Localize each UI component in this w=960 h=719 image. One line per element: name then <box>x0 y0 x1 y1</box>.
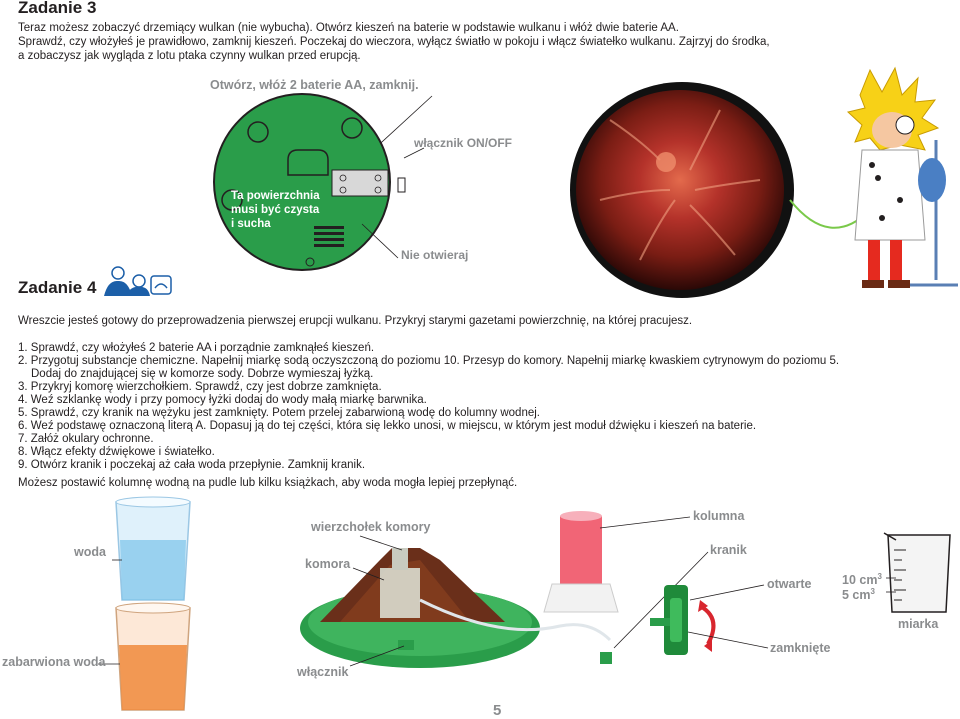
step-2: 2. Przygotuj substancje chemiczne. Napełnij miarkę sodą oczyszczoną do poziomu 10. Przesyp do komory. Napełnij miarkę kwaskiem cytrynowym do poziomu 5. <box>18 355 840 367</box>
step-9: 9. Otwórz kranik i poczekaj aż cała woda przepłynie. Zamknij kranik. <box>18 459 366 471</box>
zadanie-3-line-1: Teraz możesz zobaczyć drzemiący wulkan (nie wybucha). Otwórz kieszeń na baterie w podstawie wulkanu i włóż dwie baterie AA. <box>18 22 679 34</box>
step-1: 1. Sprawdź, czy włożyłeś 2 baterie AA i porządnie zamknąłeś kieszeń. <box>18 342 375 354</box>
do-not-open-label: Nie otwieraj <box>401 248 469 262</box>
zadanie-3-line-3: a zobaczysz jak wygląda z lotu ptaka czynny wulkan przed erupcją. <box>18 50 361 62</box>
closed-label: zamknięte <box>770 641 831 655</box>
water-label: woda <box>74 545 106 559</box>
zadanie-3-line-2: Sprawdź, czy włożyłeś je prawidłowo, zamknij kieszeń. Poczekaj do wieczora, wyłącz światło w pokoju i włącz światełko wulkanu. Zajrzyj do środka, <box>18 36 770 48</box>
switch-on-off-label: włącznik ON/OFF <box>414 136 513 150</box>
step-7: 7. Załóż okulary ochronne. <box>18 433 154 445</box>
surface-note-line-3: i sucha <box>231 218 271 230</box>
colored-water-label: zabarwiona woda <box>2 655 106 669</box>
measure-5-sup: 3 <box>870 587 875 596</box>
step-8: 8. Włącz efekty dźwiękowe i światełko. <box>18 446 215 458</box>
step-6: 6. Weź podstawę oznaczoną literą A. Dopasuj ją do tej części, która się lekko unosi, w miejscu, w którym jest moduł dźwięku i kieszeń na baterie. <box>18 420 757 432</box>
zadanie-3-title: Zadanie 3 <box>18 0 97 17</box>
step-3: 3. Przykryj komorę wierzchołkiem. Sprawdź, czy jest dobrze zamknięta. <box>18 381 382 393</box>
step-5: 5. Sprawdź, czy kranik na wężyku jest zamknięty. Potem przelej zabarwioną wodę do kolumny wodnej. <box>18 407 540 419</box>
measure-10-text: 10 cm <box>842 573 878 588</box>
surface-note-line-2: musi być czysta <box>231 204 320 216</box>
battery-instruction-label: Otwórz, włóż 2 baterie AA, zamknij. <box>210 78 419 92</box>
measure-10-sup: 3 <box>877 572 882 581</box>
surface-note-line-1: Ta powierzchnia <box>231 190 320 202</box>
chamber-top-label: wierzchołek komory <box>311 520 431 534</box>
step-2-continued: Dodaj do znajdującej się w komorze sody. Dobrze wymieszaj łyżką. <box>31 368 374 380</box>
step-4: 4. Weź szklankę wody i przy pomocy łyżki dodaj do wody małą miarkę barwnika. <box>18 394 427 406</box>
chamber-label: komora <box>305 557 351 571</box>
page-number: 5 <box>493 702 502 719</box>
measure-5-text: 5 cm <box>842 588 871 603</box>
switch-label: włącznik <box>297 665 349 679</box>
zadanie-4-intro: Wreszcie jesteś gotowy do przeprowadzenia pierwszej erupcji wulkanu. Przykryj starymi gazetami powierzchnię, na której pracujesz. <box>18 315 693 327</box>
column-note: Możesz postawić kolumnę wodną na pudle lub kilku książkach, aby woda mogła lepiej przepłynąć. <box>18 477 518 489</box>
open-label: otwarte <box>767 577 812 591</box>
measure-label: miarka <box>898 617 939 631</box>
tap-label: kranik <box>710 543 747 557</box>
column-label: kolumna <box>693 509 745 523</box>
zadanie-4-title: Zadanie 4 <box>18 278 97 297</box>
